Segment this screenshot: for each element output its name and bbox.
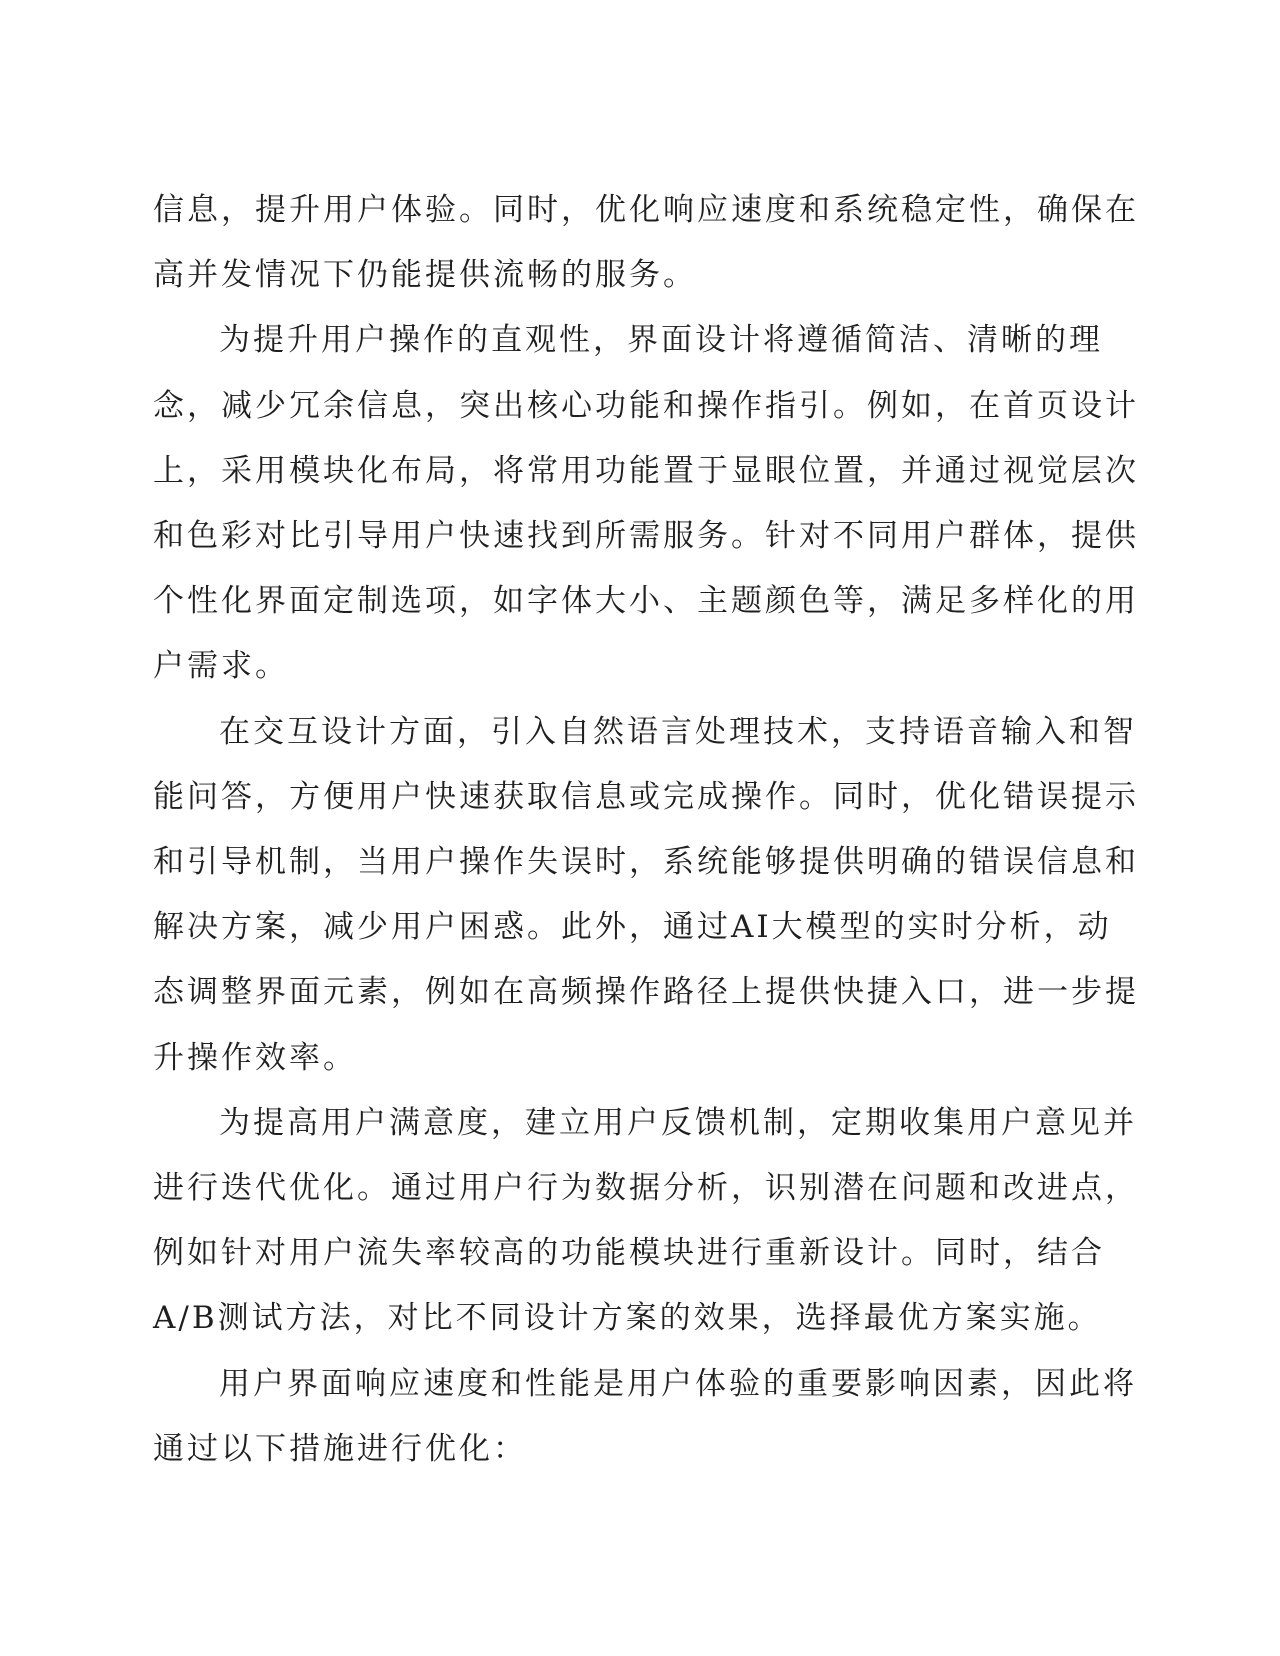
- paragraph-performance: 用户界面响应速度和性能是用户体验的重要影响因素，因此将通过以下措施进行优化：: [153, 1365, 1137, 1467]
- document-body: [153, 178, 1143, 1482]
- paragraph-continuation: 信息，提升用户体验。同时，优化响应速度和系统稳定性，确保在高并发情况下仍能提供流畅的服务。: [153, 192, 1139, 294]
- paragraph-user-feedback: 为提高用户满意度，建立用户反馈机制，定期收集用户意见并进行迭代优化。通过用户行为数据分析，识别潜在问题和改进点，例如针对用户流失率较高的功能模块进行重新设计。同时，结合A/B测试方法，对比不同设计方案的效果，选择最优方案实施。: [153, 1104, 1139, 1337]
- paragraph-interaction-design: 在交互设计方面，引入自然语言处理技术，支持语音输入和智能问答，方便用户快速获取信息或完成操作。同时，优化错误提示和引导机制，当用户操作失误时，系统能够提供明确的错误信息和解决方案，减少用户困惑。此外，通过AI大模型的实时分析，动态调整界面元素，例如在高频操作路径上提供快捷入口，进一步提升操作效率。: [153, 713, 1139, 1076]
- paragraph-interface-design: 为提升用户操作的直观性，界面设计将遵循简洁、清晰的理念，减少冗余信息，突出核心功能和操作指引。例如，在首页设计上，采用模块化布局，将常用功能置于显眼位置，并通过视觉层次和色彩对比引导用户快速找到所需服务。针对不同用户群体，提供个性化界面定制选项，如字体大小、主题颜色等，满足多样化的用户需求。: [153, 322, 1139, 685]
